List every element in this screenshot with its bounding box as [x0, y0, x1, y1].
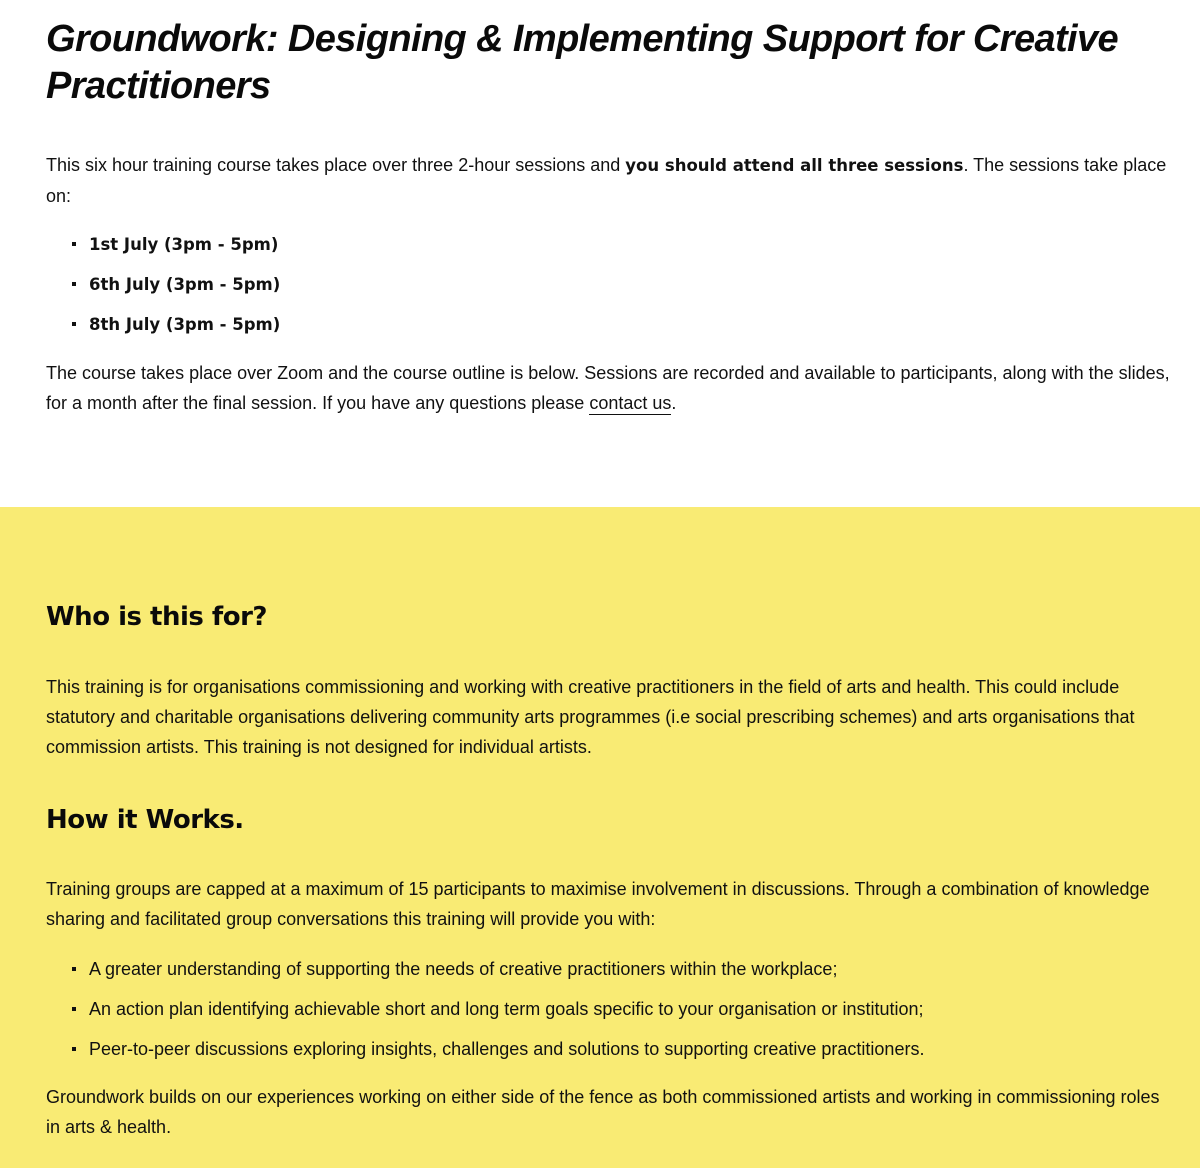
zoom-text-end: .	[671, 393, 677, 413]
square-bullet-icon	[72, 967, 76, 971]
contact-us-link[interactable]: contact us	[589, 393, 672, 413]
benefits-list	[46, 955, 924, 1075]
list-item	[46, 1035, 924, 1075]
how-paragraph: Training groups are capped at a maximum of 15 participants to maximise involvement in discussions. Through a combination of knowledge sharing and facilitated group conversations this training will provide you with:	[46, 879, 1150, 929]
who-heading: Who is this for?	[46, 602, 267, 632]
course-details-section	[0, 507, 1200, 1168]
square-bullet-icon	[72, 322, 76, 326]
intro-section	[0, 0, 1200, 507]
zoom-text: The course takes place over Zoom and the course outline is below. Sessions are recorded and available to participants, along with the slides, for a month after the final session. If you have any questions please	[46, 363, 1170, 413]
square-bullet-icon	[72, 242, 76, 246]
session-dates-list	[46, 230, 280, 350]
page-title: Groundwork: Designing & Implementing Support for Creative Practitioners	[46, 18, 1119, 107]
benefit-text: An action plan identifying achievable short and long term goals specific to your organisation or institution;	[89, 999, 924, 1019]
benefit-text: Peer-to-peer discussions exploring insights, challenges and solutions to supporting creative practitioners.	[89, 1039, 925, 1059]
square-bullet-icon	[72, 1047, 76, 1051]
list-item	[46, 955, 924, 995]
session-date: 8th July (3pm - 5pm)	[89, 315, 281, 334]
list-item	[46, 270, 280, 310]
session-date: 1st July (3pm - 5pm)	[89, 235, 279, 254]
session-date: 6th July (3pm - 5pm)	[89, 275, 281, 294]
closing-paragraph: Groundwork builds on our experiences working on either side of the fence as both commissioned artists and working in commissioning roles in arts & health.	[46, 1087, 1160, 1137]
schedule-paragraph	[46, 150, 1171, 211]
list-item	[46, 995, 924, 1035]
square-bullet-icon	[72, 1007, 76, 1011]
who-paragraph: This training is for organisations commissioning and working with creative practitioners in the field of arts and health. This could include statutory and charitable organisations delivering community arts programmes (i.e social prescribing schemes) and arts organisations that commission artists. This training is not designed for individual artists.	[46, 677, 1135, 757]
square-bullet-icon	[72, 282, 76, 286]
attend-all-emphasis: you should attend all three sessions	[625, 156, 964, 175]
zoom-paragraph	[46, 358, 1171, 418]
list-item	[46, 230, 280, 270]
how-heading: How it Works.	[46, 805, 244, 835]
list-item	[46, 310, 280, 350]
schedule-text: This six hour training course takes place over three 2-hour sessions and	[46, 155, 626, 175]
benefit-text: A greater understanding of supporting the needs of creative practitioners within the workplace;	[89, 959, 838, 979]
schedule-text-end: . The sessions take place on:	[46, 155, 1167, 206]
